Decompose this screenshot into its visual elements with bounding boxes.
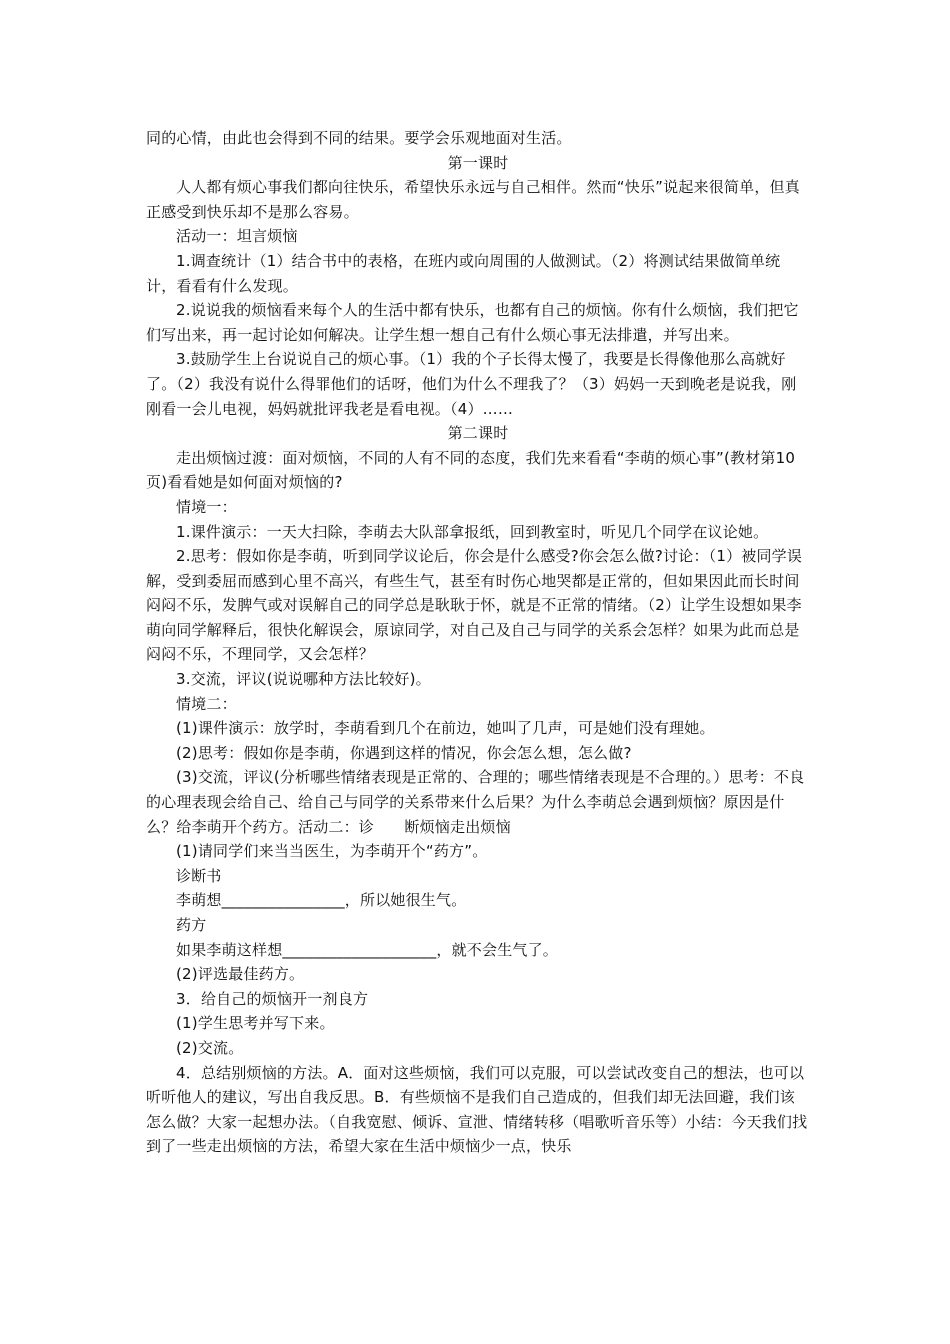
paragraph: 1.课件演示：一天大扫除，李萌去大队部拿报纸，回到教室时，听见几个同学在议论她。	[176, 522, 769, 541]
paragraph: 诊断书	[176, 866, 222, 885]
paragraph: 3．给自己的烦恼开一剂良方	[176, 989, 369, 1008]
activity-heading: 活动一：坦言烦恼	[176, 227, 298, 246]
paragraph: 3.交流，评议(说说哪种方法比较好)。	[176, 670, 431, 689]
paragraph: (1)课件演示：放学时，李萌看到几个在前边，她叫了几声，可是她们没有理她。	[176, 719, 715, 738]
paragraph: (1)学生思考并写下来。	[176, 1014, 335, 1033]
paragraph: 同的心情，由此也会得到不同的结果。要学会乐观地面对生活。	[146, 129, 572, 147]
fill-in-blank-line: 李萌想________________，所以她很生气。	[176, 891, 467, 910]
section-heading-lesson-2: 第二课时	[447, 424, 509, 443]
paragraph: 3.鼓励学生上台说说自己的烦心事。（1）我的个子长得太慢了，我要是长得像他那么高就好了。（2）我没有说什么得罪他们的话呀，他们为什么不理我了？（3）妈妈一天到晚老是说我，刚刚看一会儿电视，妈妈就批评我老是看电视。（4）……	[146, 350, 797, 418]
paragraph: 走出烦恼过渡：面对烦恼，不同的人有不同的态度，我们先来看看“李萌的烦心事”(教材第10页)看看她是如何面对烦恼的?	[146, 448, 796, 492]
paragraph: 人人都有烦心事我们都向往快乐，希望快乐永远与自己相伴。然而“快乐”说起来很简单，但真正感受到快乐却不是那么容易。	[146, 178, 800, 221]
paragraph: (2)思考：假如你是李萌，你遇到这样的情况，你会怎么想，怎么做?	[176, 743, 632, 762]
paragraph: 药方	[176, 916, 207, 934]
scenario-heading: 情境一：	[176, 497, 237, 516]
paragraph: 2.说说我的烦恼看来每个人的生活中都有快乐，也都有自己的烦恼。你有什么烦恼，我们把它们写出来，再一起讨论如何解决。让学生想一想自己有什么烦心事无法排遣，并写出来。	[146, 301, 799, 344]
paragraph: (2)评选最佳药方。	[176, 965, 305, 984]
scenario-heading: 情境二：	[176, 694, 237, 713]
fill-in-blank-line: 如果李萌这样想____________________，就不会生气了。	[176, 940, 559, 959]
paragraph: 1.调查统计（1）结合书中的表格，在班内或向周围的人做测试。（2）将测试结果做简单统计，看看有什么发现。	[146, 251, 781, 295]
paragraph: (1)请同学们来当当医生，为李萌开个“药方”。	[176, 842, 488, 861]
section-heading-lesson-1: 第一课时	[447, 153, 509, 172]
paragraph: (2)交流。	[176, 1038, 244, 1057]
paragraph: 4．总结别烦恼的方法。A．面对这些烦恼，我们可以克服，可以尝试改变自己的想法，也可以听听他人的建议，写出自我反思。B．有些烦恼不是我们自己造成的，但我们却无法回避，我们该怎么做？大家一起想办法。（自我宽慰、倾诉、宣泄、情绪转移（唱歌听音乐等）小结：今天我们找到了一些走出烦恼的方法，希望大家在生活中烦恼少一点，快乐	[146, 1063, 808, 1156]
paragraph: (3)交流，评议(分析哪些情绪表现是正常的、合理的；哪些情绪表现是不合理的。）思考：不良的心理表现会给自己、给自己与同学的关系带来什么后果？为什么李萌总会遇到烦恼？原因是什么？给李萌开个药方。活动二：诊 断烦恼走出烦恼	[146, 768, 805, 836]
document-body	[146, 126, 810, 1159]
paragraph: 2.思考：假如你是李萌，听到同学议论后，你会是什么感受?你会怎么做?讨论：（1）被同学误解，受到委屈而感到心里不高兴，有些生气，甚至有时伤心地哭都是正常的，但如果因此而长时间闷闷不乐，发脾气或对误解自己的同学总是耿耿于怀，就是不正常的情绪。（2）让学生设想如果李萌向同学解释后，很快化解误会，原谅同学，对自己及自己与同学的关系会怎样？如果为此而总是闷闷不乐，不理同学，又会怎样？	[146, 547, 803, 664]
